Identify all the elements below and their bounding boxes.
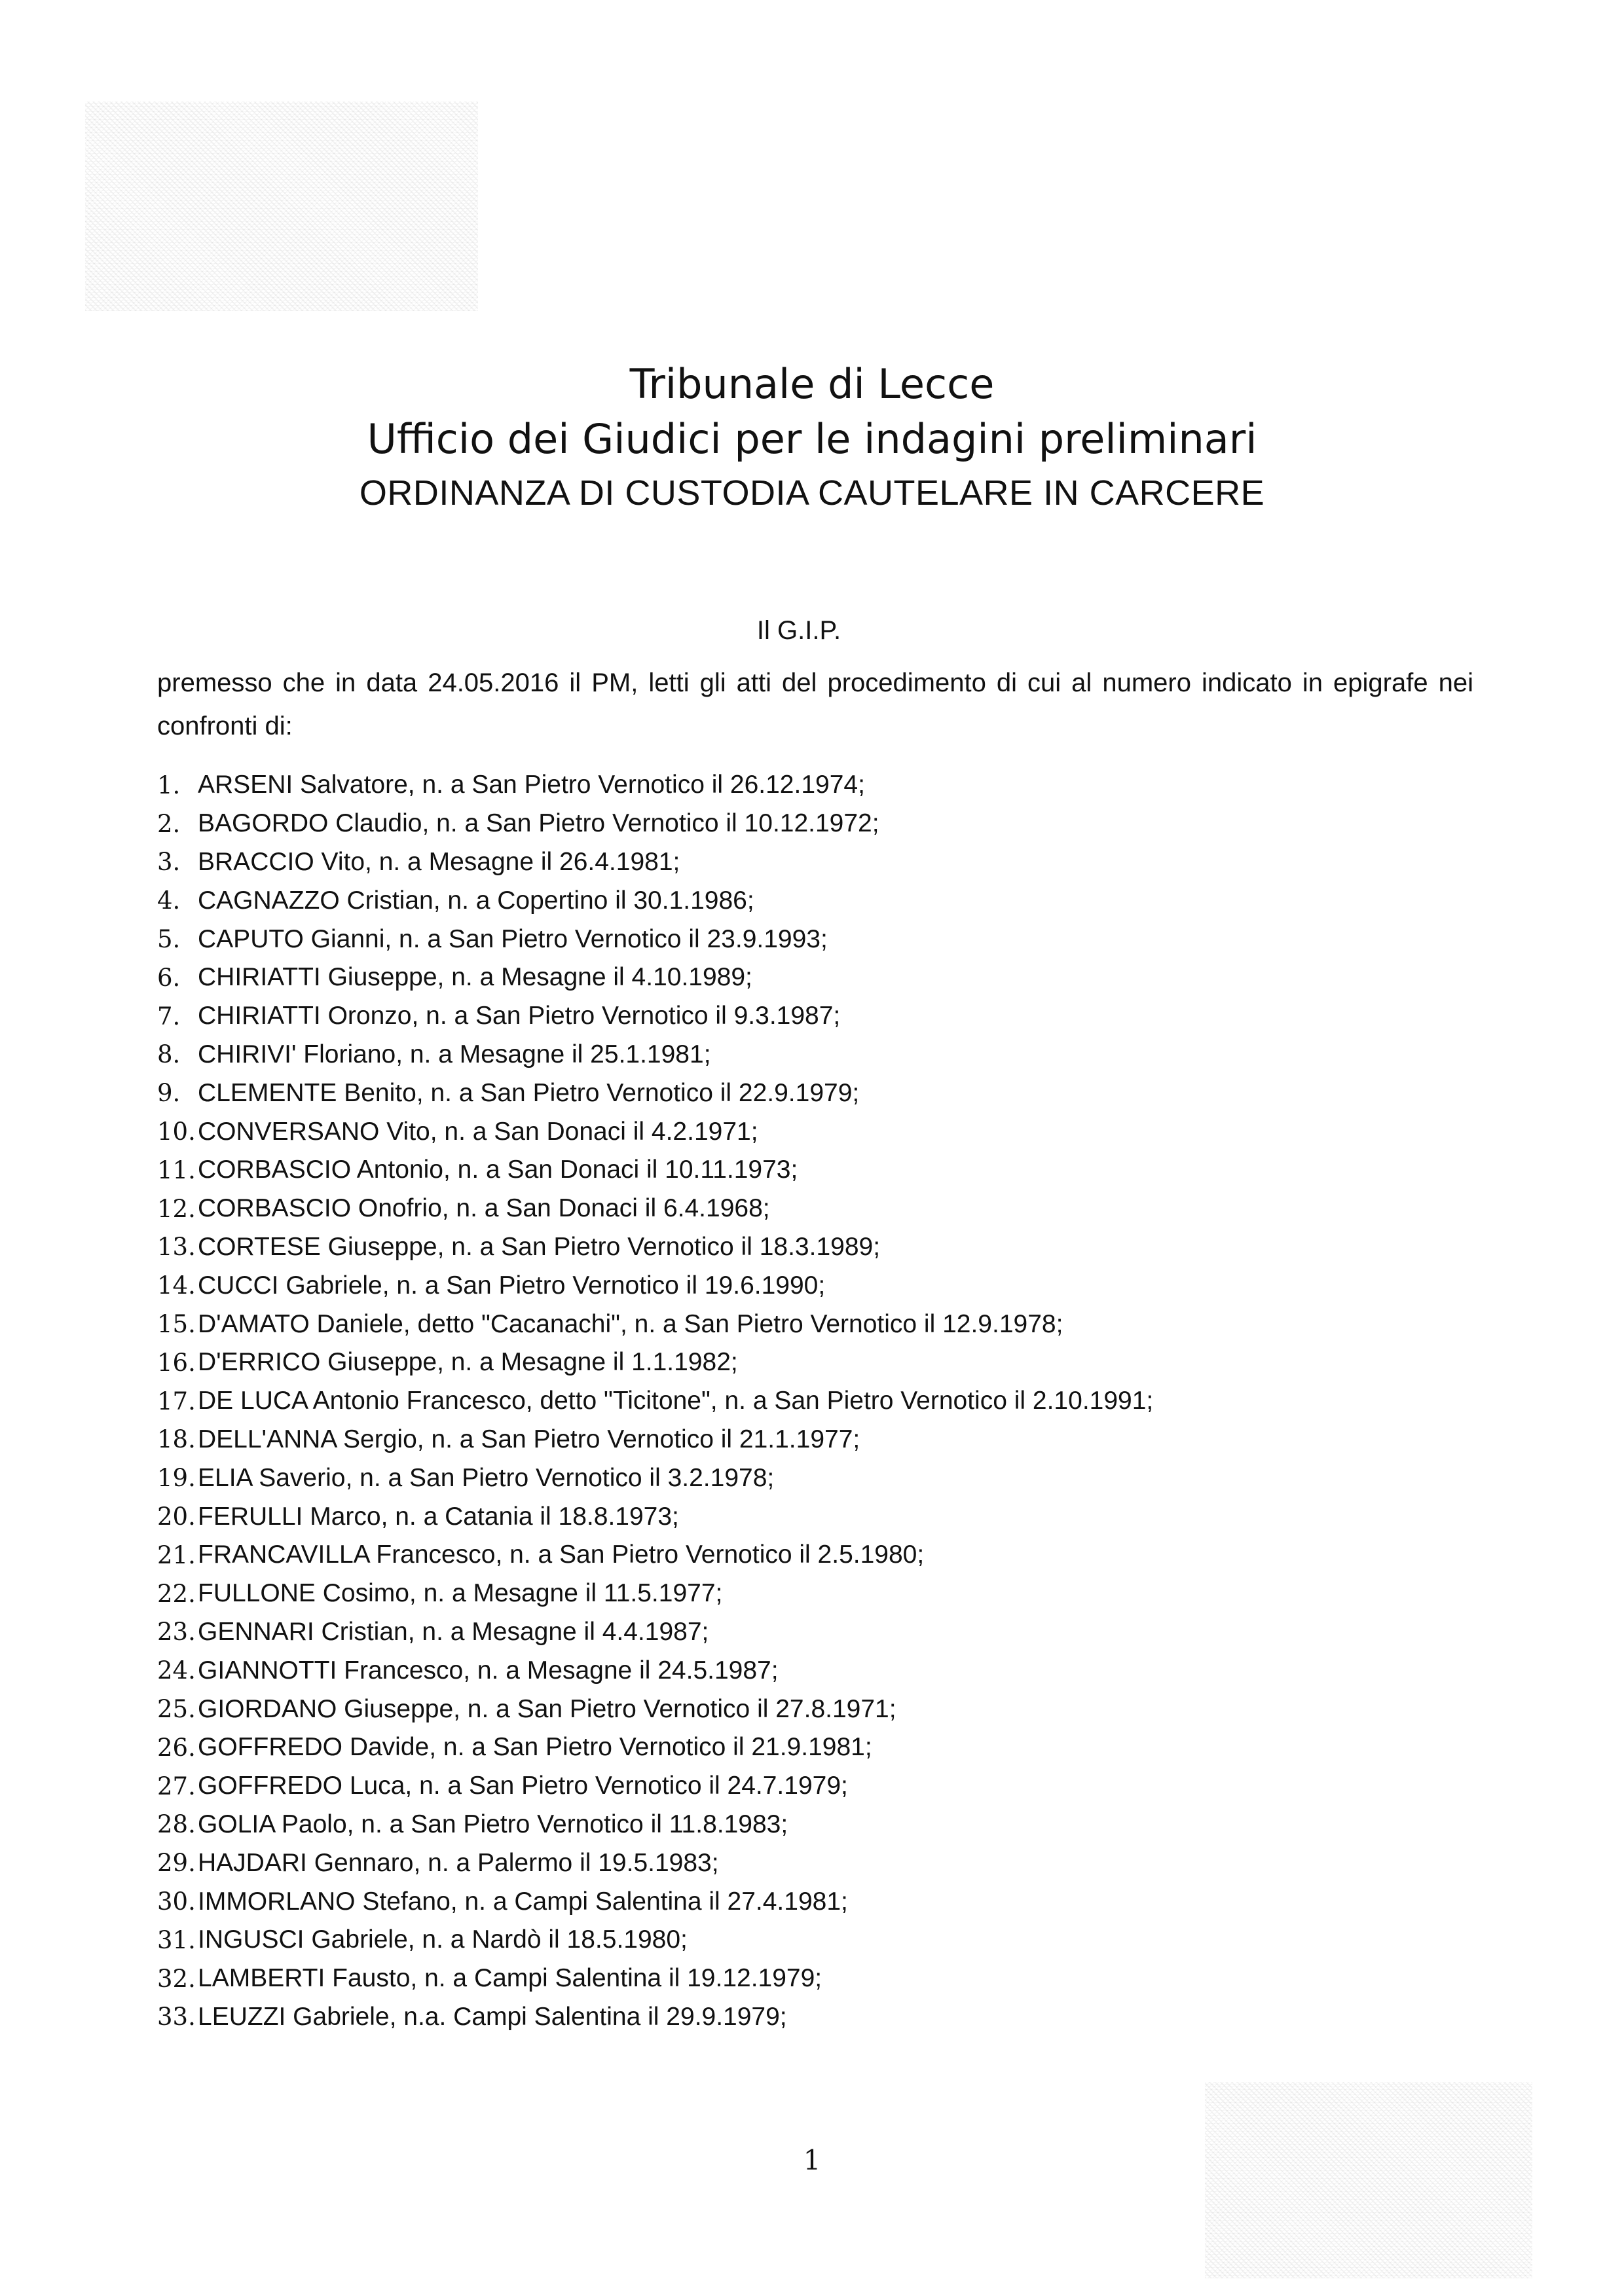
item-text: CHIRIVI' Floriano, n. a Mesagne il 25.1.1981;	[198, 1040, 711, 1068]
list-item	[157, 1844, 1500, 1882]
item-text: LAMBERTI Fausto, n. a Campi Salentina il 19.12.1979;	[198, 1964, 822, 1993]
item-number: 3.	[157, 848, 181, 877]
list-item	[157, 843, 1500, 882]
list-item	[157, 1767, 1500, 1806]
item-number: 26.	[157, 1733, 196, 1762]
list-item	[157, 1882, 1500, 1921]
list-item	[157, 1190, 1500, 1228]
item-number: 31.	[157, 1925, 196, 1954]
item-number: 6.	[157, 963, 181, 992]
item-text: CORBASCIO Onofrio, n. a San Donaci il 6.4.1968;	[198, 1194, 770, 1223]
list-item	[157, 1921, 1500, 1959]
item-number: 16.	[157, 1348, 196, 1377]
list-item	[157, 805, 1500, 843]
document-title: ORDINANZA DI CUSTODIA CAUTELARE IN CARCERE	[359, 473, 1265, 513]
list-item	[157, 1575, 1500, 1613]
list-item	[157, 958, 1500, 997]
list-item	[157, 1266, 1500, 1305]
item-number: 21.	[157, 1540, 196, 1569]
item-number: 33.	[157, 2003, 196, 2032]
item-text: INGUSCI Gabriele, n. a Nardò il 18.5.1980;	[198, 1925, 688, 1954]
item-text: CLEMENTE Benito, n. a San Pietro Vernotico il 22.9.1979;	[198, 1078, 860, 1107]
item-text: D'ERRICO Giuseppe, n. a Mesagne il 1.1.1982;	[198, 1348, 738, 1377]
item-number: 7.	[157, 1002, 181, 1030]
item-number: 2.	[157, 809, 181, 838]
item-text: LEUZZI Gabriele, n.a. Campi Salentina il 29.9.1979;	[198, 2002, 787, 2031]
item-text: BAGORDO Claudio, n. a San Pietro Vernotico il 10.12.1972;	[198, 809, 879, 838]
item-number: 5.	[157, 925, 181, 954]
item-number: 22.	[157, 1579, 196, 1608]
document-header	[196, 357, 1428, 519]
item-text: IMMORLANO Stefano, n. a Campi Salentina il 27.4.1981;	[198, 1887, 848, 1916]
list-item	[157, 1382, 1500, 1421]
list-item	[157, 1421, 1500, 1459]
list-item	[157, 1728, 1500, 1767]
item-text: CUCCI Gabriele, n. a San Pietro Vernotico il 19.6.1990;	[198, 1271, 826, 1300]
item-text: FULLONE Cosimo, n. a Mesagne il 11.5.1977;	[198, 1579, 723, 1608]
item-text: CORBASCIO Antonio, n. a San Donaci il 10.11.1973;	[198, 1156, 798, 1184]
list-item	[157, 1343, 1500, 1382]
item-text: CAPUTO Gianni, n. a San Pietro Vernotico il 23.9.1993;	[198, 924, 828, 953]
item-text: DELL'ANNA Sergio, n. a San Pietro Vernotico il 21.1.1977;	[198, 1425, 860, 1453]
page-number: 1	[803, 2144, 821, 2176]
item-text: CORTESE Giuseppe, n. a San Pietro Vernotico il 18.3.1989;	[198, 1232, 881, 1261]
item-number: 23.	[157, 1618, 196, 1647]
item-number: 19.	[157, 1464, 196, 1493]
item-number: 18.	[157, 1425, 196, 1454]
scan-noise-bottom	[1205, 2082, 1532, 2278]
item-number: 24.	[157, 1656, 196, 1685]
item-text: GENNARI Cristian, n. a Mesagne il 4.4.1987;	[198, 1617, 709, 1646]
list-item	[157, 1305, 1500, 1343]
list-item	[157, 920, 1500, 958]
item-text: FERULLI Marco, n. a Catania il 18.8.1973;	[198, 1502, 679, 1531]
item-text: GOLIA Paolo, n. a San Pietro Vernotico il 11.8.1983;	[198, 1810, 788, 1838]
list-item	[157, 881, 1500, 920]
item-text: GIORDANO Giuseppe, n. a San Pietro Vernotico il 27.8.1971;	[198, 1694, 896, 1723]
item-text: FRANCAVILLA Francesco, n. a San Pietro Vernotico il 2.5.1980;	[198, 1540, 925, 1569]
list-item	[157, 766, 1500, 805]
item-number: 13.	[157, 1233, 196, 1262]
item-text: GIANNOTTI Francesco, n. a Mesagne il 24.5.1987;	[198, 1656, 779, 1685]
item-text: CHIRIATTI Oronzo, n. a San Pietro Vernotico il 9.3.1987;	[198, 1002, 841, 1030]
item-text: CONVERSANO Vito, n. a San Donaci il 4.2.1971;	[198, 1117, 758, 1146]
list-item	[157, 1497, 1500, 1536]
list-item	[157, 1112, 1500, 1151]
list-item	[157, 1998, 1500, 2037]
item-number: 28.	[157, 1810, 196, 1839]
gip-label: Il G.I.P.	[756, 616, 841, 645]
item-text: D'AMATO Daniele, detto "Cacanachi", n. a San Pietro Vernotico il 12.9.1978;	[198, 1309, 1063, 1338]
item-number: 15.	[157, 1310, 196, 1339]
list-item	[157, 1536, 1500, 1575]
list-item	[157, 1151, 1500, 1190]
court-name: Tribunale di Lecce	[629, 360, 995, 408]
item-text: BRACCIO Vito, n. a Mesagne il 26.4.1981;	[198, 847, 680, 876]
item-number: 30.	[157, 1887, 196, 1916]
list-item	[157, 1690, 1500, 1728]
item-number: 20.	[157, 1503, 196, 1531]
item-number: 1.	[157, 771, 181, 799]
item-text: CHIRIATTI Giuseppe, n. a Mesagne il 4.10.1989;	[198, 963, 752, 992]
list-item	[157, 1651, 1500, 1690]
office-name: Ufficio dei Giudici per le indagini preliminari	[367, 415, 1257, 463]
intro-paragraph: premesso che in data 24.05.2016 il PM, letti gli atti del procedimento di cui al numero indicato in epigrafe nei confronti di:	[157, 668, 1473, 740]
item-text: ARSENI Salvatore, n. a San Pietro Vernotico il 26.12.1974;	[198, 771, 865, 799]
defendants-list	[157, 766, 1500, 2036]
list-item	[157, 1074, 1500, 1112]
list-item	[157, 1459, 1500, 1497]
list-item	[157, 997, 1500, 1036]
list-item	[157, 1613, 1500, 1652]
list-item	[157, 1036, 1500, 1074]
item-number: 29.	[157, 1849, 196, 1878]
scan-noise-top	[85, 101, 478, 311]
item-number: 4.	[157, 886, 181, 915]
item-number: 8.	[157, 1040, 181, 1069]
item-number: 10.	[157, 1118, 196, 1146]
item-text: GOFFREDO Davide, n. a San Pietro Vernotico il 21.9.1981;	[198, 1733, 872, 1762]
item-number: 32.	[157, 1964, 196, 1993]
list-item	[157, 1959, 1500, 1998]
item-number: 27.	[157, 1772, 196, 1800]
item-text: DE LUCA Antonio Francesco, detto "Ticitone", n. a San Pietro Vernotico il 2.10.1991;	[198, 1387, 1154, 1415]
item-text: ELIA Saverio, n. a San Pietro Vernotico il 3.2.1978;	[198, 1463, 775, 1492]
list-item	[157, 1228, 1500, 1267]
item-text: CAGNAZZO Cristian, n. a Copertino il 30.1.1986;	[198, 886, 754, 915]
item-text: HAJDARI Gennaro, n. a Palermo il 19.5.1983;	[198, 1848, 719, 1877]
item-number: 17.	[157, 1387, 196, 1415]
list-item	[157, 1806, 1500, 1844]
item-number: 9.	[157, 1079, 181, 1108]
item-number: 14.	[157, 1271, 196, 1300]
item-text: GOFFREDO Luca, n. a San Pietro Vernotico il 24.7.1979;	[198, 1772, 848, 1800]
item-number: 11.	[157, 1156, 196, 1184]
item-number: 25.	[157, 1695, 196, 1724]
item-number: 12.	[157, 1194, 196, 1223]
